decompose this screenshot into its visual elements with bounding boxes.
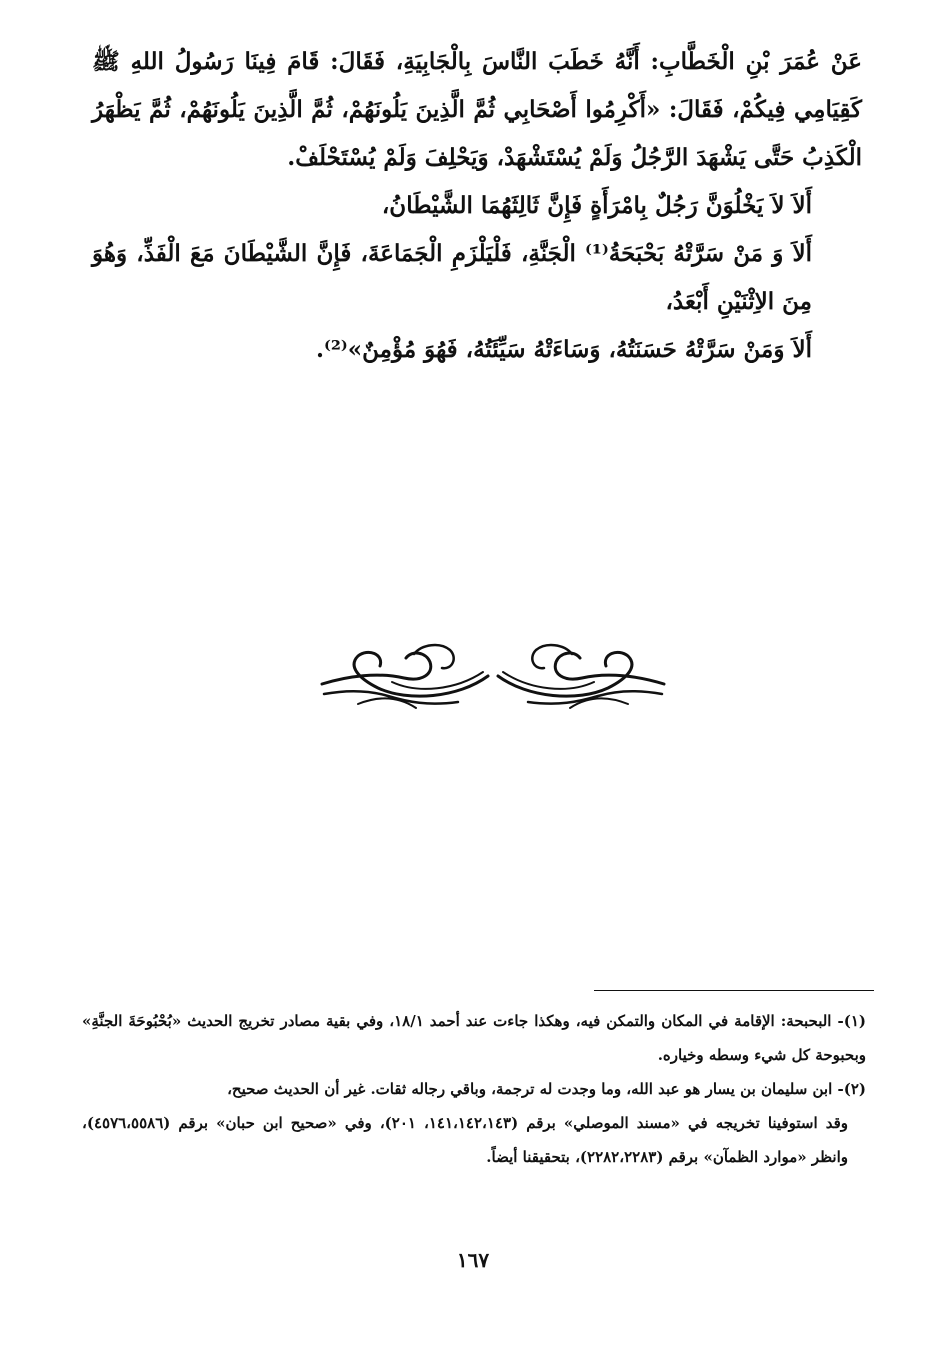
footnote-2-continued: وقد استوفينا تخريجه في «مسند الموصلي» برقم (١٤١،١٤٢،١٤٣، ٢٠١)، وفي «صحيح ابن حبان» برقم (٤٥٧٦،٥٥٨٦)، وانظر «موارد الظمآن» برقم (٢٢٨٢،٢٢٨٣)، بتحقيقنا أيضاً. xyxy=(82,1114,848,1166)
hadith-paragraph-2: أَلاَ لاَ يَخْلُوَنَّ رَجُلٌ بِامْرَأَةٍ فَإِنَّ ثَالِثَهُمَا الشَّيْطَانُ، xyxy=(381,192,812,219)
footnote-2: (٢)- ابن سليمان بن يسار هو عبد الله، وما وجدت له ترجمة، وباقي رجاله ثقات. غير أن الحديث صحيح، xyxy=(227,1080,866,1098)
page-number: ١٦٧ xyxy=(456,1248,490,1272)
footnote-separator xyxy=(594,990,874,991)
hadith-paragraph-1: عَنْ عُمَرَ بْنِ الْخَطَّابِ: أَنَّهُ خَطَبَ النَّاسَ بِالْجَابِيَةِ، فَقَالَ: قَامَ فِينَا رَسُولُ اللهِ ﷺ كَقِيَامِي فِيكُمْ، فَقَالَ: «أَكْرِمُوا أَصْحَابِي ثُمَّ الَّذِينَ يَلُونَهُمْ، ثُمَّ الَّذِينَ يَلُونَهُمْ، ثُمَّ يَظْهَرُ الْكَذِبُ حَتَّى يَشْهَدَ الرَّجُلُ وَلَمْ يُسْتَشْهَدْ، وَيَحْلِفَ وَلَمْ يُسْتَحْلَفْ. xyxy=(92,48,862,171)
ornament-divider-icon xyxy=(318,636,668,712)
hadith-text xyxy=(92,38,862,374)
footnote-1: (١)- البحبحة: الإقامة في المكان والتمكن فيه، وهكذا جاءت عند أحمد ١٨/١، وفي بقية مصادر تخريج الحديث «بُحْبُوحَةَ الجنَّةِ» وبحبوحة كل شيء وسطه وخياره. xyxy=(82,1012,866,1064)
hadith-paragraph-3: أَلاَ وَ مَنْ سَرَّتْهُ بَحْبَحَةُ⁽¹⁾ الْجَنَّةِ، فَلْيَلْزَمِ الْجَمَاعَةَ، فَإِنَّ الشَّيْطَانَ مَعَ الْفَذِّ، وَهُوَ مِنَ الاِثْنَيْنِ أَبْعَدُ، xyxy=(92,240,812,315)
hadith-paragraph-4: أَلاَ وَمَنْ سَرَّتْهُ حَسَنَتُهُ، وَسَاءَتْهُ سَيِّئَتُهُ، فَهُوَ مُؤْمِنٌ»⁽²⁾. xyxy=(315,336,812,363)
footnotes xyxy=(82,1004,866,1174)
